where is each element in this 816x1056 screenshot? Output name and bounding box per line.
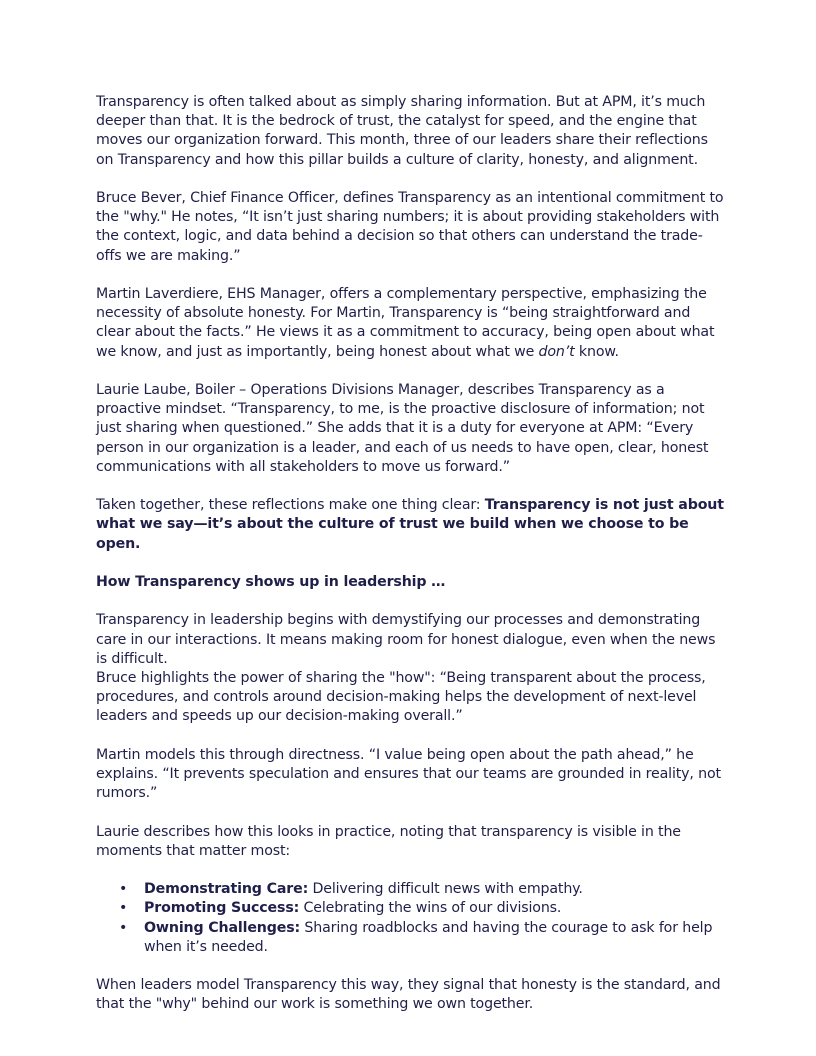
summary-text: Taken together, these reflections make one thing clear: [96, 497, 485, 514]
summary-emphasis: Transparency is not just about what we say—it’s about the culture of trust we build when we choose to be open. [96, 497, 724, 552]
list-item-text: Sharing roadblocks and having the courage to ask for help when it’s needed. [144, 919, 713, 955]
intro-paragraph: Transparency is often talked about as simply sharing information. But at APM, it’s much deeper than that. It is the bedrock of trust, the catalyst for speed, and the engine that moves our organization forward. This month, three of our leaders share their reflections on Transparency and how this pillar builds a culture of clarity, honesty, and alignment. [96, 94, 708, 168]
list-item [119, 899, 726, 918]
martin-directness-paragraph: Martin models this through directness. “I value being open about the path ahead,” he explains. “It prevents speculation and ensures that our teams are grounded in reality, not rumors.” [96, 746, 721, 802]
bruce-definition-paragraph: Bruce Bever, Chief Finance Officer, defines Transparency as an intentional commitment to the "why." He notes, “It isn’t just sharing numbers; it is about providing stakeholders with the context, logic, and data behind a decision so that others can understand the trade-offs we are making.” [96, 190, 724, 264]
list-item [119, 919, 726, 957]
list-item-text: Delivering difficult news with empathy. [308, 881, 583, 898]
leadership-intro-paragraph: Transparency in leadership begins with demystifying our processes and demonstrating care in our interactions. It means making room for honest dialogue, even when the news is difficult. [96, 612, 716, 667]
bruce-how-paragraph: Bruce highlights the power of sharing the "how": “Being transparent about the process, procedures, and controls around decision-making helps the development of next-level leaders and speeds up our decision-making overall.” [96, 670, 706, 725]
bullet-marker: • [119, 919, 128, 936]
martin-emphasis: don’t [538, 343, 575, 360]
martin-text-after: know. [574, 343, 619, 360]
laurie-definition-paragraph: Laurie Laube, Boiler – Operations Divisions Manager, describes Transparency as a proactive mindset. “Transparency, to me, is the proactive disclosure of information; not just sharing when questioned.” She adds that it is a duty for everyone at APM: “Every person in our organization is a leader, and each of us needs to have open, clear, honest communications with all stakeholders to move us forward.” [96, 382, 709, 475]
section-heading: How Transparency shows up in leadership … [96, 574, 446, 590]
martin-text-before: Martin Laverdiere, EHS Manager, offers a complementary perspective, emphasizing the necessity of absolute honesty. For Martin, Transparency is “being straightforward and clear about the facts.” He views it as a commitment to accuracy, being open about what we know, and just as importantly, being honest about what we [96, 286, 715, 360]
martin-perspective-paragraph [96, 285, 726, 362]
list-item-text: Celebrating the wins of our divisions. [299, 900, 562, 917]
laurie-practice-paragraph: Laurie describes how this looks in practice, noting that transparency is visible in the moments that matter most: [96, 823, 681, 859]
closing-paragraph: When leaders model Transparency this way, they signal that honesty is the standard, and that the "why" behind our work is something we own together. [96, 977, 721, 1013]
practice-bullet-list [96, 880, 726, 957]
list-item-label: Demonstrating Care: [144, 881, 309, 898]
bullet-marker: • [119, 881, 128, 898]
list-item [119, 880, 726, 899]
summary-paragraph [96, 496, 726, 554]
bullet-marker: • [119, 900, 128, 917]
list-item-label: Promoting Success: [144, 900, 300, 917]
document-page [96, 93, 726, 1034]
list-item-label: Owning Challenges: [144, 919, 301, 936]
